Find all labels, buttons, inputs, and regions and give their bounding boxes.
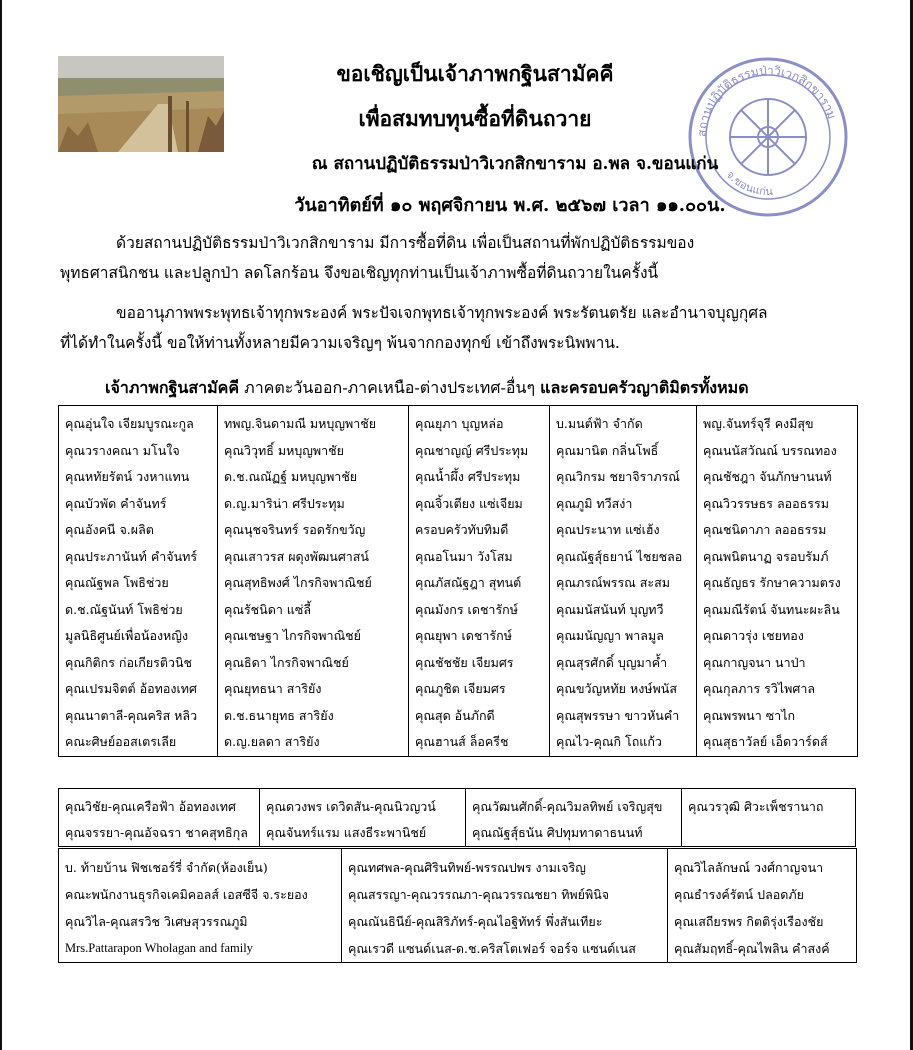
donor-name: คุณณัฐพล โพธิช่วย: [65, 575, 169, 590]
donor-column: [668, 849, 857, 963]
donor-name: คุณฮานส์ ล็อครีช: [415, 734, 509, 749]
donor-column: [409, 406, 550, 757]
donor-column: [342, 849, 668, 963]
donor-name: คุณมนัญญา พาลมูล: [556, 628, 664, 643]
donor-name: ด.ญ.มาริน่า ศรีประทุม: [224, 495, 345, 511]
donor-name: คุณวิกรม ชยาจิราภรณ์: [556, 469, 680, 484]
title-line-1: ขอเชิญเป็นเจ้าภาพกฐินสามัคคี: [336, 61, 614, 86]
donor-name: คุณไว-คุณกิ โถแก้ว: [556, 734, 662, 749]
donor-name: คณะศิษย์ออสเตรเลีย: [65, 734, 177, 749]
donor-table-families: [58, 848, 857, 963]
donor-name: คุณน้ำผึ้ง ศรีประทุม: [415, 469, 521, 484]
hosts-heading-regions: ภาคตะวันออก-ภาคเหนือ-ต่างประเทศ-อื่นๆ: [239, 378, 541, 397]
location-line: ณ สถานปฏิบัติธรรมป่าวิเวกสิกขาราม อ.พล จ.ขอนแก่น: [311, 154, 719, 174]
donor-name: คุณวัฒนศักดิ์-คุณวิมลทิพย์ เจริญสุข: [472, 799, 663, 814]
donor-name: พญ.จันทร์จุรี คงมีสุข: [703, 416, 814, 431]
donor-name: คุณนนัสวัณณ์ บรรณทอง: [703, 442, 837, 458]
donor-name: คุณยุทธนา สาริยัง: [224, 681, 322, 696]
paragraph-line: ขออานุภาพพระพุทธเจ้าทุกพระองค์ พระปัจเจกพุทธเจ้าทุกพระองค์ พระรัตนตรัย และอำนาจบุญกุศล: [116, 304, 768, 322]
donor-name: คุณสัมฤทธิ์-คุณไพลิน คำสงค์: [674, 941, 830, 956]
donor-name: คุณชัชฎา จันภักษานนท์: [703, 469, 832, 484]
donor-name: คุณเชษฐา ไกรกิจพาณิชย์: [224, 628, 361, 643]
donor-table-main: [58, 405, 858, 757]
hosts-heading-bold-a: เจ้าภาพกฐินสามัคคี: [105, 378, 240, 397]
donor-name: ด.ช.ณณัฏฐ์ มหบุญพาชัย: [224, 469, 358, 484]
donor-name: คุณยุภา บุญหล่อ: [415, 416, 504, 431]
hosts-heading: [105, 376, 865, 401]
donor-name: คุณนาตาลี-คุณคริส หลิว: [65, 707, 198, 723]
donor-name: คุณยุพา เดชารักษ์: [415, 628, 512, 643]
donor-name: คุณขวัญหทัย หงษ์พนัส: [556, 681, 677, 696]
donor-name: คุณธัญธร รักษาความตรง: [703, 575, 841, 590]
donor-column: [550, 406, 697, 757]
donor-name: คุณสุทธิพงศ์ ไกรกิจพาณิชย์: [224, 575, 372, 590]
donor-name: คุณธิดา ไกรกิจพาณิชย์: [224, 654, 349, 670]
donor-name: คุณประนาท แซ่เฮ้ง: [556, 522, 660, 537]
donor-name: คุณวิชัย-คุณเครือฟ้า อ้อทองเทศ: [65, 799, 236, 814]
donor-name: คุณภูชิต เจียมศร: [415, 681, 506, 696]
hosts-heading-bold-b: และครอบครัวญาติมิตรทั้งหมด: [540, 378, 749, 397]
land-photo: [58, 56, 224, 152]
donor-name: คุณวรวุฒิ ศิวะเพ็ชรานาถ: [688, 799, 824, 814]
donor-name: คุณณันธินีย์-คุณสิริภัทร์-คุณไอฐิทัทร์ พึ่งสันเทียะ: [348, 914, 603, 929]
donor-name: คุณมนัสนันท์ บุญทวี: [556, 601, 664, 617]
donor-name: คุณอังคนี จ.ผลิต: [65, 522, 154, 537]
donor-name: คุณเสถียรพร กิตติรุ่งเรืองชัย: [674, 914, 824, 929]
donor-column: [59, 849, 342, 963]
donor-name: คุณรัชนิดา แซ่ลี้: [224, 601, 312, 617]
donor-name: ทพญ.จินดามณี มหบุญพาชัย: [224, 416, 377, 431]
invitation-paragraph: [60, 228, 860, 288]
donor-name: คุณพนิตนาฏ จรอบรัมภ์: [703, 548, 829, 564]
donor-name: คุณเสาวรส ผดุงพัฒนศาสน์: [224, 548, 369, 564]
donor-name: คุณกิติกร ก่อเกียรติวนิช: [65, 654, 193, 670]
paragraph-line: พุทธศาสนิกชน และปลูกป่า ลดโลกร้อน จึงขอเชิญทุกท่านเป็นเจ้าภาพซื้อที่ดินถวายในครั้งนี้: [60, 264, 659, 282]
donor-name: คุณประภานันท์ คำจันทร์: [65, 548, 198, 564]
donor-name: คุณณัฐสุ์ธนัน ศิปทุมทาดาธนนท์: [472, 825, 643, 840]
donor-name: บ. ท้ายบ้าน ฟิชเชอร์รี่ จำกัด(ห้องเย็น): [65, 860, 268, 875]
donor-name: คุณดาวรุ่ง เชยทอง: [703, 628, 804, 643]
donor-name: คุณชนิดาภา ลออธรรม: [703, 522, 827, 537]
donor-name: คุณชาญญ์ ศรีประทุม: [415, 442, 529, 458]
donor-column: [260, 789, 466, 847]
stamp-text-top: สถานปฏิบัติธรรมป่าวิเวกสิกขาราม: [694, 63, 840, 138]
donor-name: คุณอโนมา วังโสม: [415, 548, 513, 564]
donor-name: ด.ช.ธนายุทธ สาริยัง: [224, 707, 334, 723]
donor-name: คุณณัฐสุ์ธยาน์ ไชยชลอ: [556, 548, 683, 564]
donor-name: บ.มนต์ฟ้า จำกัด: [556, 416, 643, 431]
donor-table-secondary: [58, 788, 856, 847]
donor-name: คุณวิวรรษธร ลออธรรม: [703, 495, 829, 511]
donor-name: ด.ญ.ยลดา สาริยัง: [224, 734, 320, 749]
donor-name: คุณกุลภาร รวิไพศาล: [703, 681, 816, 696]
donor-name: มูลนิธิศูนย์เพื่อน้องหญิง: [65, 628, 189, 643]
donor-name: ครอบครัวทับทิมดี: [415, 522, 509, 537]
datetime-line: วันอาทิตย์ที่ ๑๐ พฤศจิกายน พ.ศ. ๒๕๖๗ เวลา ๑๑.๐๐น.: [294, 195, 726, 216]
stamp-text-bottom: จ.ขอนแก่น: [723, 168, 773, 199]
title-line-2: เพื่อสมทบทุนซื้อที่ดินถวาย: [358, 106, 592, 131]
donor-name: คุณบัวพัด คำจันทร์: [65, 495, 167, 511]
donor-name: คุณนุชจรินทร์ รอดรักขวัญ: [224, 522, 366, 537]
donor-name: คุณทศพล-คุณศิรินทิพย์-พรรณปพร งามเจริญ: [348, 860, 586, 875]
paragraph-line: ด้วยสถานปฏิบัติธรรมป่าวิเวกสิกขาราม มีการซื้อที่ดิน เพื่อเป็นสถานที่พักปฏิบัติธรรมของ: [116, 234, 695, 252]
donor-name: คุณสุรศักดิ์ บุญมาค้ำ: [556, 654, 668, 670]
donor-name: คุณภูมิ ทวีสง่า: [556, 495, 633, 511]
donor-column: [59, 789, 260, 847]
donor-name: คุณจิ้วเตียง แซ่เจียม: [415, 495, 523, 511]
blessing-paragraph: [60, 298, 860, 358]
donor-name: คุณอุ่นใจ เจียมบูรณะกูล: [65, 416, 194, 431]
donor-column: [682, 789, 856, 847]
donor-name: คุณสุด อ้นภักดี: [415, 707, 495, 723]
donor-column: [59, 406, 218, 757]
donor-column: [466, 789, 682, 847]
donor-name: คุณวิวุทธิ์ มหบุญพาชัย: [224, 442, 344, 458]
donor-name: คุณวิไลลักษณ์ วงศ์กาญจนา: [674, 860, 824, 875]
donor-name: คุณชัชชัย เจียมศร: [415, 654, 514, 670]
donor-name: คุณเปรมจิตต์ อ้อทองเทศ: [65, 681, 197, 696]
donor-name: คุณธำรงค์รัตน์ ปลอดภัย: [674, 887, 804, 902]
donor-name: คุณสุพรรษา ขาวหันคำ: [556, 707, 680, 723]
page-border-left: [0, 0, 2, 1050]
donor-name: คุณจันทร์แรม แสงธีระพานิชย์: [266, 825, 427, 840]
donor-name: คุณมานิต กลิ่นโพธิ์: [556, 442, 659, 458]
donor-name: ด.ช.ณัฐนันท์ โพธิช่วย: [65, 601, 183, 617]
donor-column: [218, 406, 409, 757]
donor-name: คุณวิไล-คุณสรวิช วิเศษสุวรรณภูมิ: [65, 914, 248, 929]
donor-name: คุณสรรญา-คุณวรรณภา-คุณวรรณชยา ทิพย์พินิจ: [348, 887, 610, 902]
donor-name: คุณวรางคณา มโนใจ: [65, 442, 180, 458]
paragraph-line: ที่ได้ทำในครั้งนี้ ขอให้ท่านทั้งหลายมีความเจริญๆ พ้นจากกองทุกข์ เข้าถึงพระนิพพาน.: [60, 334, 620, 352]
donor-name: คุณเรวดี แซนด์เนส-ด.ช.คริสโตเฟอร์ จอร์จ แซนด์เนส: [348, 941, 636, 956]
donor-name: คุณกาญจนา นาป่า: [703, 654, 806, 670]
donor-name: คุณสุธาวัลย์ เอ็ดวาร์ดส์: [703, 734, 828, 749]
donor-column: [697, 406, 858, 757]
donor-name: Mrs.Pattarapon Wholagan and family: [65, 941, 253, 955]
donor-name: คุณหทัยรัตน์ วงหาแทน: [65, 469, 190, 484]
donor-name: คุณดวงพร เดวิดสัน-คุณนิวญวน์: [266, 799, 436, 814]
donor-name: คุณภรณ์พรรณ สะสม: [556, 575, 670, 590]
donor-name: คณะพนักงานธุรกิจเคมิคอลส์ เอสซีจี จ.ระยอง: [65, 887, 308, 902]
donor-name: คุณจรรยา-คุณอัจฉรา ชาคสุทธิกุล: [65, 825, 248, 840]
donor-name: คุณพรพนา ซาไก: [703, 707, 796, 723]
donor-name: คุณภัสณัฐฎา สุทนต์: [415, 575, 522, 590]
donor-name: คุณมณีรัตน์ จันทนะผะลิน: [703, 601, 840, 617]
donor-name: คุณมังกร เดชารักษ์: [415, 601, 518, 617]
